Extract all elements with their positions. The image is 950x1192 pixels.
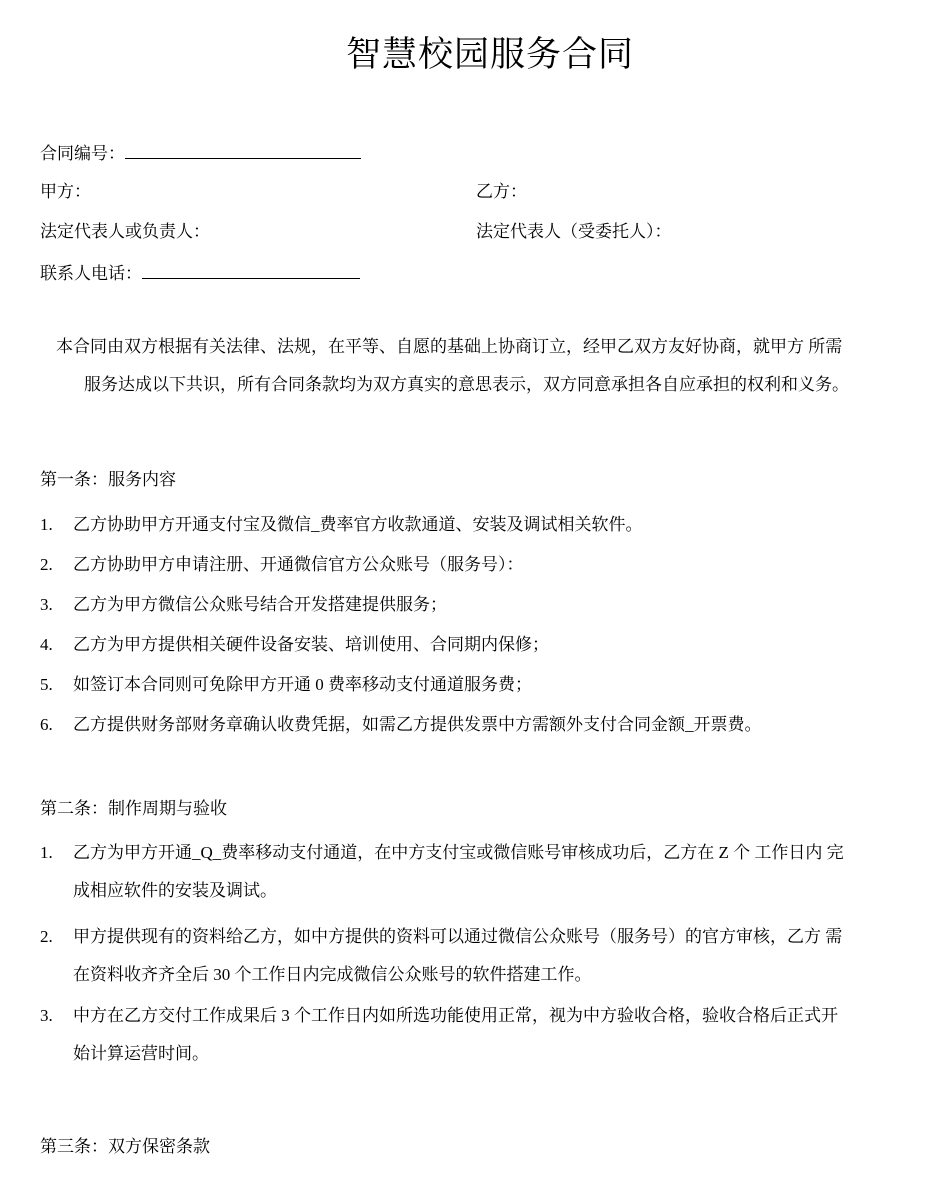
item-number: 3. [40,595,53,614]
representative-b-label: 法定代表人（受委托人）： [476,222,672,241]
item-text: 乙方为甲方微信公众账号结合开发搭建提供服务； [73,595,447,614]
item-text-continued: 始计算运营时间。 [73,1044,209,1063]
contract-number-field [40,140,361,166]
item-number: 2. [40,555,53,574]
item-number: 4. [40,635,53,654]
item-text-continued: 成相应软件的安装及调试。 [73,881,277,900]
item-number: 3. [40,1006,53,1025]
document-title: 智慧校园服务合同 [345,35,634,75]
representative-a-label: 法定代表人或负责人： [40,222,210,241]
item-number: 1. [40,515,53,534]
section-2-title: 第二条：制作周期与验收 [40,799,227,818]
preamble-line: 服务达成以下共识，所有合同条款均为双方真实的意思表示，双方同意承担各自应承担的权利和义务。 [84,375,849,394]
item-number: 1. [40,843,53,862]
item-text: 中方在乙方交付工作成果后 3 个工作日内如所选功能使用正常，视为中方验收合格，验收合格后正式开 [73,1006,838,1025]
contact-phone-field [40,260,360,286]
party-a-label: 甲方： [40,182,91,201]
item-text: 乙方为甲方开通_Q_费率移动支付通道，在中方支付宝或微信账号审核成功后，乙方在 Z 个 工作日内 完 [73,843,844,862]
party-b-label: 乙方： [476,182,527,201]
item-text-continued: 在资料收齐齐全后 30 个工作日内完成微信公众账号的软件搭建工作。 [73,965,592,984]
preamble-paragraph [56,333,936,399]
item-number: 2. [40,927,53,946]
item-number: 6. [40,715,53,734]
preamble-line: 本合同由双方根据有关法律、法规，在平等、自愿的基础上协商订立，经甲乙双方友好协商，就甲方 所需 [56,337,843,356]
contact-phone-blank [142,260,360,279]
contract-number-label: 合同编号： [40,144,125,163]
section-1-title: 第一条：服务内容 [40,470,176,489]
contract-number-blank [125,140,361,159]
item-text: 如签订本合同则可免除甲方开通 0 费率移动支付通道服务费； [73,675,532,694]
item-text: 乙方提供财务部财务章确认收费凭据，如需乙方提供发票中方需额外支付合同金额_开票费。 [73,715,762,734]
contact-phone-label: 联系人电话： [40,264,142,283]
section-3-title: 第三条：双方保密条款 [40,1137,210,1156]
item-text: 乙方协助甲方申请注册、开通微信官方公众账号（服务号）： [73,555,524,574]
item-text: 乙方协助甲方开通支付宝及微信_费率官方收款通道、安装及调试相关软件。 [73,515,643,534]
item-text: 甲方提供现有的资料给乙方，如中方提供的资料可以通过微信公众账号（服务号）的官方审核，乙方 需 [73,927,843,946]
item-text: 乙方为甲方提供相关硬件设备安装、培训使用、合同期内保修； [73,635,549,654]
item-number: 5. [40,675,53,694]
